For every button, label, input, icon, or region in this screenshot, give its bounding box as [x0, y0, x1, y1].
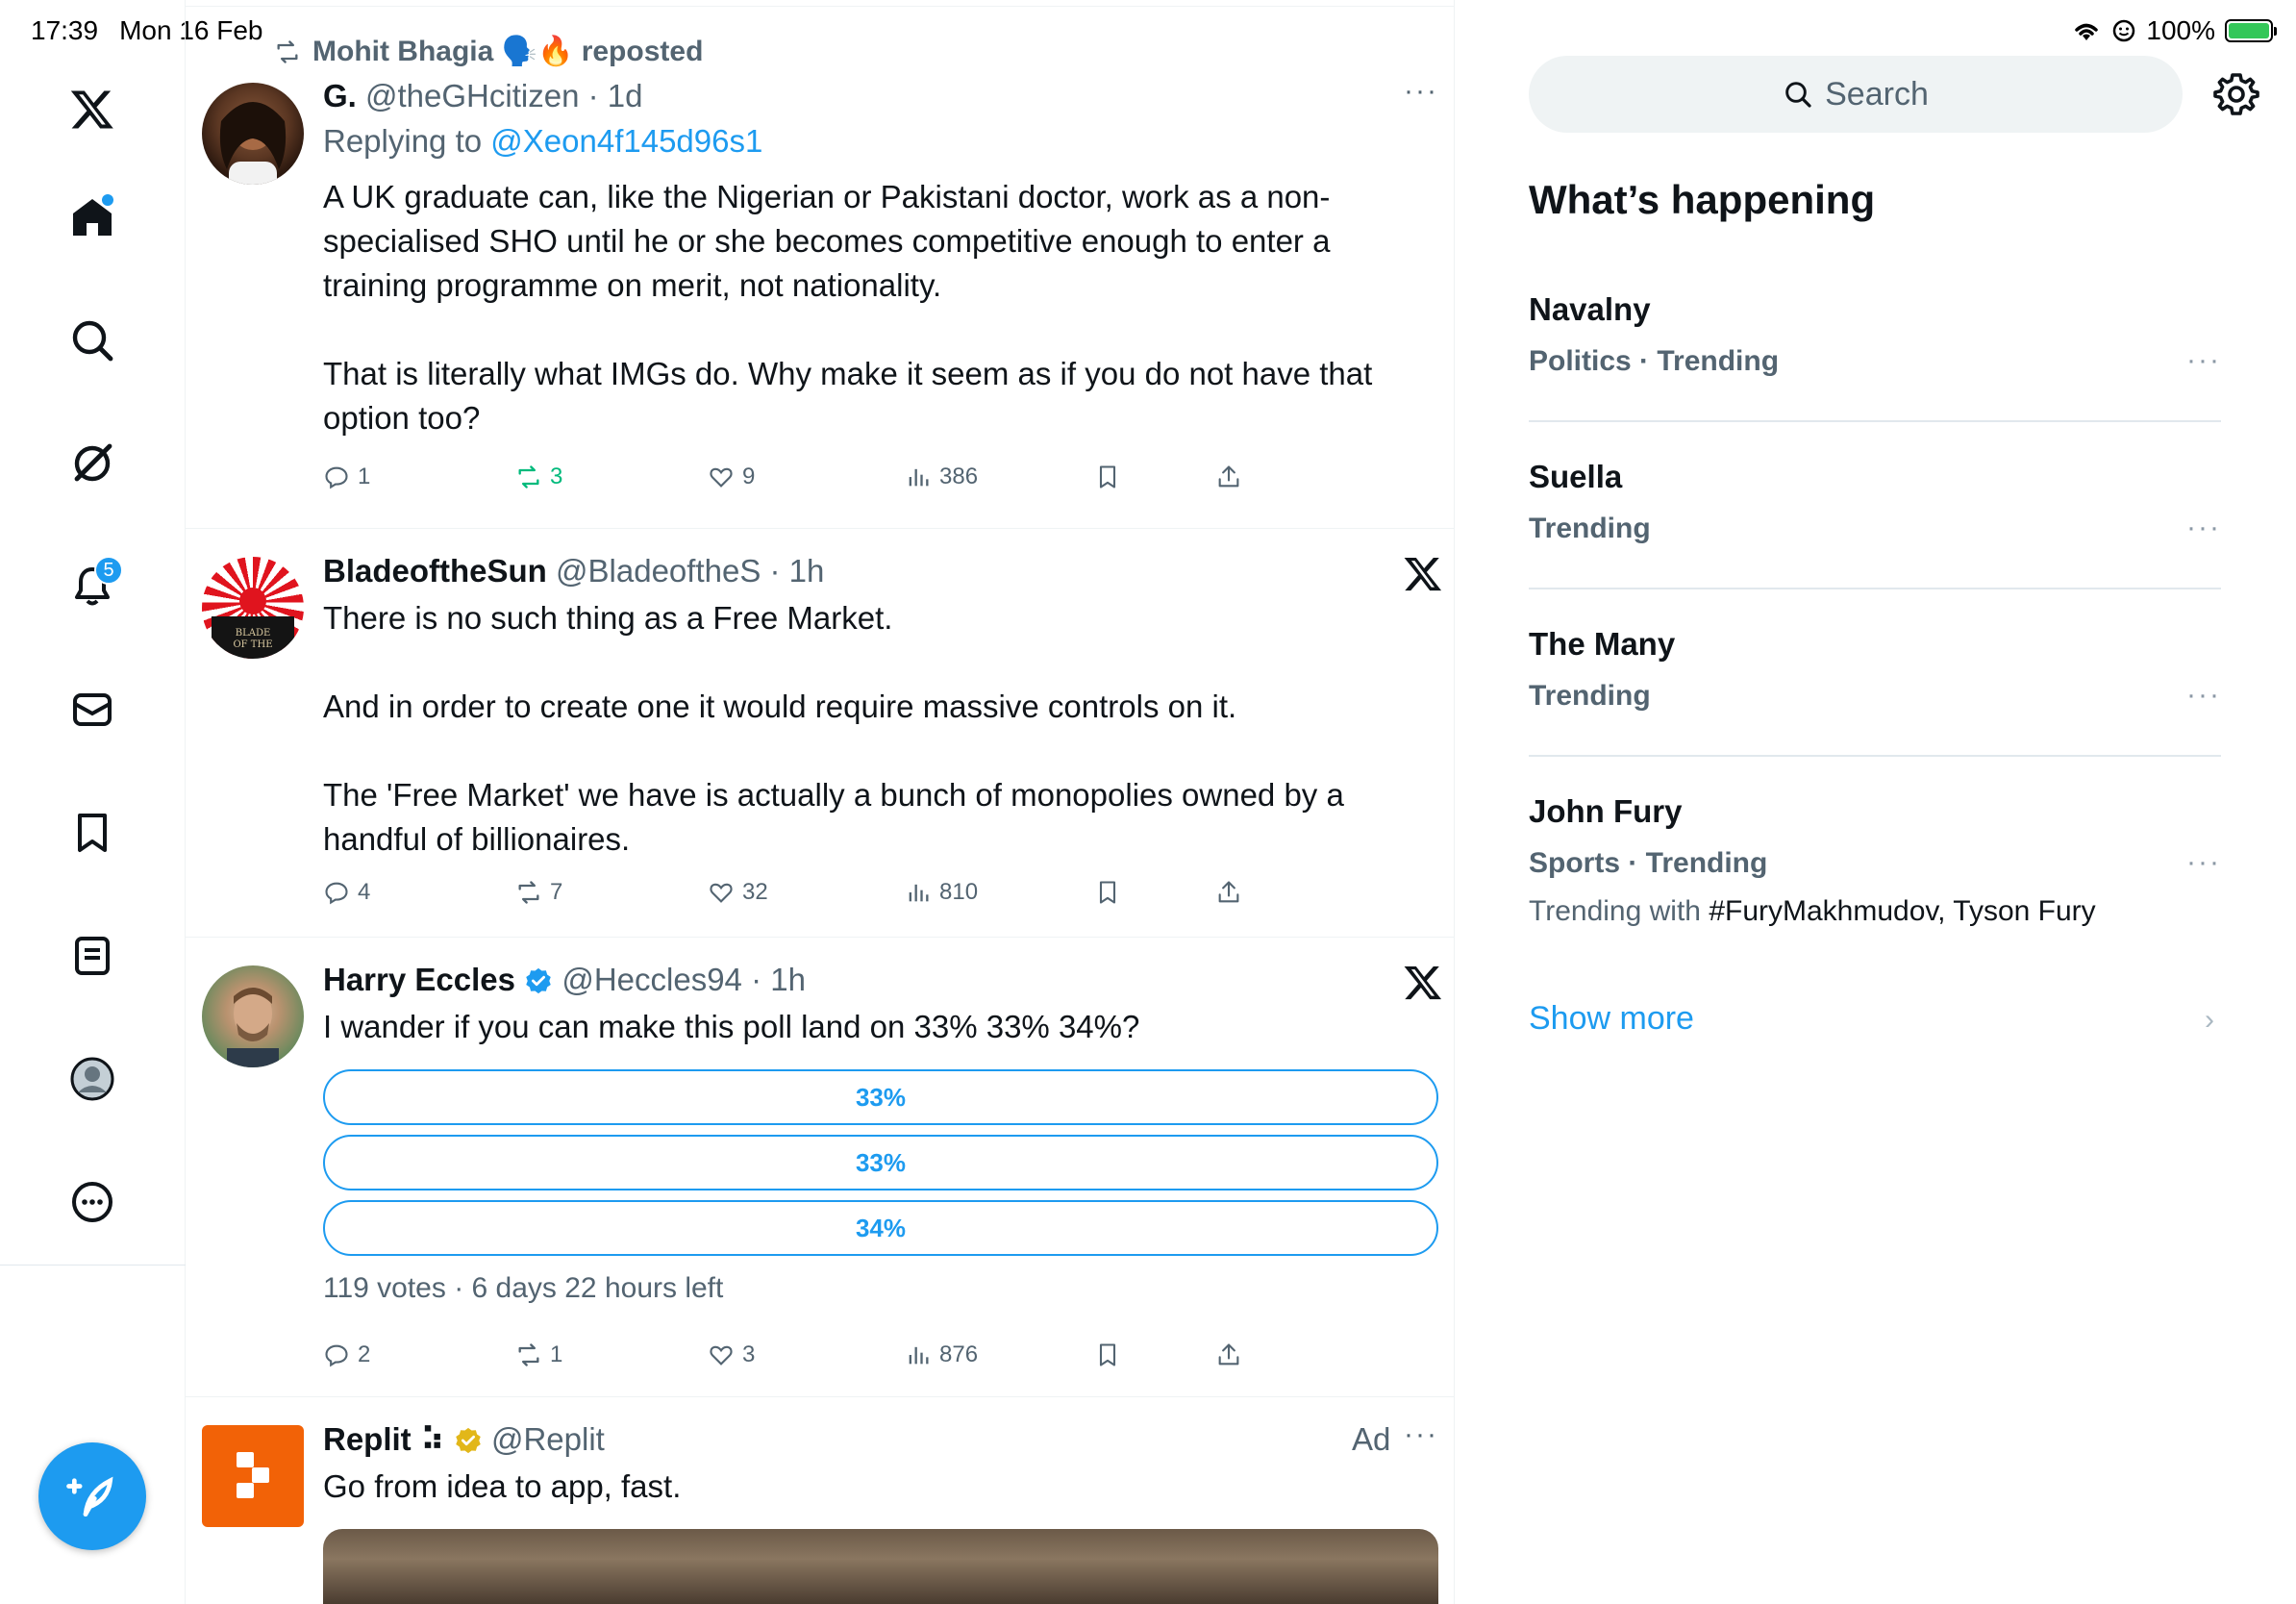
x-logo-icon: [1403, 554, 1443, 594]
trend-name: Suella: [1529, 459, 1623, 494]
avatar[interactable]: [202, 965, 304, 1067]
search-input[interactable]: [1529, 56, 2183, 133]
views-chart-icon: [905, 879, 932, 906]
nav-bookmarks[interactable]: [62, 802, 123, 864]
tweet-header: [323, 959, 1437, 1001]
avatar-illustration: [202, 965, 304, 1067]
repost-icon: [515, 879, 542, 906]
x-logo-icon: [69, 87, 115, 133]
view-count: 876: [939, 1341, 979, 1367]
trend-category: Sports · Trending: [1529, 847, 1768, 879]
like-count: 9: [742, 464, 756, 489]
timeline-feed: [186, 0, 1455, 1604]
trend-item[interactable]: [1529, 790, 2221, 933]
trend-more-icon[interactable]: ···: [2186, 344, 2221, 376]
tweet-content: [323, 550, 1437, 862]
trend-category: Politics · Trending: [1529, 345, 1780, 377]
tweet-actions: [323, 879, 1246, 917]
heart-icon: [708, 464, 735, 490]
compose-feather-icon: [65, 1469, 119, 1523]
repost-button[interactable]: [515, 1341, 562, 1368]
right-sidebar: [1455, 0, 2296, 1604]
trend-divider: [1529, 588, 2221, 589]
views-button[interactable]: [905, 464, 978, 490]
whats-happening-title: What’s happening: [1529, 177, 1876, 222]
trend-category: Trending: [1529, 680, 1651, 712]
author-name[interactable]: BladeoftheSun: [323, 553, 547, 589]
views-button[interactable]: [905, 1341, 978, 1368]
tweet-header: [323, 550, 1437, 592]
tweet-content: [323, 75, 1437, 440]
tweet-content: [323, 1418, 1437, 1509]
tweet-actions: [323, 464, 1246, 502]
tweet-time[interactable]: · 1h: [751, 962, 806, 997]
like-count: 32: [742, 879, 768, 905]
avatar[interactable]: [202, 557, 304, 659]
reply-icon: [323, 1341, 350, 1368]
share-button[interactable]: [1215, 879, 1242, 906]
trend-related-label: Trending with: [1529, 895, 1710, 927]
search-placeholder: Search: [1825, 75, 1929, 113]
tweet-text: There is no such thing as a Free Market. And in order to create one it would require massive controls on it. The 'Free Market' we have is actually a bunch of monopolies owned by a handful of billionaires.: [323, 600, 1344, 857]
bookmark-icon: [1094, 1341, 1121, 1368]
bookmark-button[interactable]: [1094, 1341, 1121, 1368]
avatar-illustration: [202, 83, 304, 185]
nav-more[interactable]: [62, 1171, 123, 1233]
repost-by-text[interactable]: Mohit Bhagia 🗣️🔥 reposted: [312, 36, 704, 67]
bookmark-button[interactable]: [1094, 464, 1121, 490]
views-button[interactable]: [905, 879, 978, 906]
tweet-card[interactable]: [186, 529, 1455, 938]
poll-meta: 119 votes · 6 days 22 hours left: [323, 1272, 724, 1304]
ad-media-image[interactable]: [323, 1529, 1438, 1604]
trend-name: John Fury: [1529, 793, 1683, 829]
reply-button[interactable]: [323, 464, 370, 490]
views-chart-icon: [905, 464, 932, 490]
tweet-time[interactable]: · 1h: [769, 553, 825, 589]
author-handle[interactable]: @theGHcitizen: [365, 78, 580, 113]
views-chart-icon: [905, 1341, 932, 1368]
author-handle[interactable]: @Replit: [490, 1421, 605, 1457]
tweet-text: A UK graduate can, like the Nigerian or Pakistani doctor, work as a non-specialised SHO until he or she becomes competitive enough to enter a training programme on merit, not nationality. That is literally what IMGs do. Why make it seem as if you do not have that option too?: [323, 179, 1373, 436]
status-time: 17:39: [31, 15, 99, 45]
heart-icon: [708, 879, 735, 906]
poll-option-1[interactable]: 33%: [323, 1069, 1438, 1125]
repost-button[interactable]: [515, 464, 562, 490]
repost-indicator: [272, 35, 703, 68]
poll-option-3[interactable]: 34%: [323, 1200, 1438, 1256]
trend-item[interactable]: [1529, 623, 2221, 717]
x-logo-icon: [1403, 963, 1443, 1003]
like-button[interactable]: [708, 879, 768, 906]
share-icon: [1215, 1341, 1242, 1368]
tweet-card[interactable]: [186, 6, 1455, 529]
reply-count: 4: [358, 879, 371, 905]
tweet-time[interactable]: · 1d: [587, 78, 643, 113]
show-more-link[interactable]: Show more: [1529, 1000, 1694, 1037]
more-options-icon[interactable]: ···: [1404, 1418, 1438, 1450]
reply-count: 2: [358, 1341, 371, 1367]
repost-count: 7: [550, 879, 563, 905]
status-date: Mon 16 Feb: [119, 15, 263, 45]
trend-item[interactable]: [1529, 456, 2221, 550]
repost-button[interactable]: [515, 879, 562, 906]
search-icon: [1783, 79, 1813, 110]
verified-gold-badge-icon: [454, 1426, 483, 1455]
replit-logo[interactable]: [202, 1425, 304, 1527]
battery-percent: 100%: [2146, 15, 2215, 45]
left-navigation: [0, 0, 186, 1604]
like-button[interactable]: [708, 1341, 755, 1368]
like-count: 3: [742, 1341, 756, 1367]
ad-label: Ad: [1352, 1421, 1391, 1457]
verified-badge-icon: [524, 966, 553, 995]
repost-count: 1: [550, 1341, 563, 1367]
nav-notifications[interactable]: [62, 556, 123, 617]
repost-icon: [272, 38, 303, 65]
settings-gear-icon[interactable]: [2213, 71, 2259, 117]
trend-more-icon[interactable]: ···: [2186, 679, 2221, 711]
trend-related-tags[interactable]: #FuryMakhmudov, Tyson Fury: [1709, 895, 2096, 927]
svg-text:BLADE: BLADE: [235, 628, 271, 639]
reply-button[interactable]: [323, 1341, 370, 1368]
trend-more-icon[interactable]: ···: [2186, 846, 2221, 878]
trend-name: The Many: [1529, 626, 1676, 662]
view-count: 810: [939, 879, 979, 905]
replying-to: [323, 117, 1437, 165]
trend-divider: [1529, 755, 2221, 757]
share-icon: [1215, 879, 1242, 906]
tweet-content: [323, 959, 1437, 1049]
replying-to-handle[interactable]: @Xeon4f145d96s1: [490, 123, 763, 159]
share-icon: [1215, 464, 1242, 490]
trend-divider: [1529, 420, 2221, 422]
replit-logo-icon: [202, 1425, 304, 1527]
more-circle-icon: [69, 1179, 115, 1225]
reply-count: 1: [358, 464, 371, 489]
home-unread-dot: [102, 194, 113, 206]
like-button[interactable]: [708, 464, 755, 490]
avatar-illustration: [202, 557, 304, 659]
nav-grok[interactable]: [62, 433, 123, 494]
bookmark-icon: [69, 810, 115, 856]
envelope-icon: [69, 687, 115, 733]
share-button[interactable]: [1215, 464, 1242, 490]
nav-divider: [0, 1265, 186, 1266]
svg-text:OF THE: OF THE: [233, 639, 273, 650]
trend-item[interactable]: [1529, 288, 2221, 383]
replying-to-label: Replying to: [323, 123, 491, 159]
poll-option-2[interactable]: 33%: [323, 1135, 1438, 1190]
tweet-text: I wander if you can make this poll land on 33% 33% 34%?: [323, 1009, 1140, 1044]
tweet-actions: [323, 1341, 1246, 1380]
author-name[interactable]: G.: [323, 78, 357, 113]
compose-button[interactable]: [38, 1442, 146, 1550]
trend-related: [1529, 890, 2221, 933]
nav-messages[interactable]: [62, 679, 123, 740]
notifications-badge: 5: [94, 556, 123, 585]
heart-icon: [708, 1341, 735, 1368]
author-handle[interactable]: @Heccles94: [562, 962, 742, 997]
trend-more-icon[interactable]: ···: [2186, 512, 2221, 543]
nav-home[interactable]: [62, 187, 123, 248]
trend-category: Trending: [1529, 513, 1651, 544]
author-name[interactable]: Replit ⠵: [323, 1421, 445, 1457]
view-count: 386: [939, 464, 979, 489]
bookmark-icon: [1094, 879, 1121, 906]
search-icon: [69, 317, 115, 363]
repost-icon: [515, 1341, 542, 1368]
list-icon: [69, 933, 115, 979]
nav-lists[interactable]: [62, 925, 123, 987]
reply-button[interactable]: [323, 879, 370, 906]
trend-name: Navalny: [1529, 291, 1651, 327]
reply-icon: [323, 464, 350, 490]
grok-icon: [69, 440, 115, 487]
author-name[interactable]: Harry Eccles: [323, 962, 515, 997]
share-button[interactable]: [1215, 1341, 1242, 1368]
tweet-text: Go from idea to app, fast.: [323, 1468, 682, 1504]
profile-avatar-icon: [69, 1056, 115, 1102]
repost-icon: [515, 464, 542, 490]
chevron-right-icon: ›: [2205, 1004, 2214, 1036]
ad-tweet-card[interactable]: [186, 1397, 1455, 1604]
avatar[interactable]: [202, 83, 304, 185]
repost-count: 3: [550, 464, 563, 489]
nav-explore[interactable]: [62, 310, 123, 371]
reply-icon: [323, 879, 350, 906]
more-options-icon[interactable]: ···: [1404, 75, 1438, 107]
bookmark-button[interactable]: [1094, 879, 1121, 906]
bookmark-icon: [1094, 464, 1121, 490]
tweet-card[interactable]: [186, 938, 1455, 1397]
tweet-header: [323, 75, 1437, 117]
x-logo-home-link[interactable]: [62, 79, 123, 140]
tweet-header: [323, 1418, 1437, 1461]
author-handle[interactable]: @BladeoftheS: [556, 553, 761, 589]
nav-profile[interactable]: [62, 1048, 123, 1110]
